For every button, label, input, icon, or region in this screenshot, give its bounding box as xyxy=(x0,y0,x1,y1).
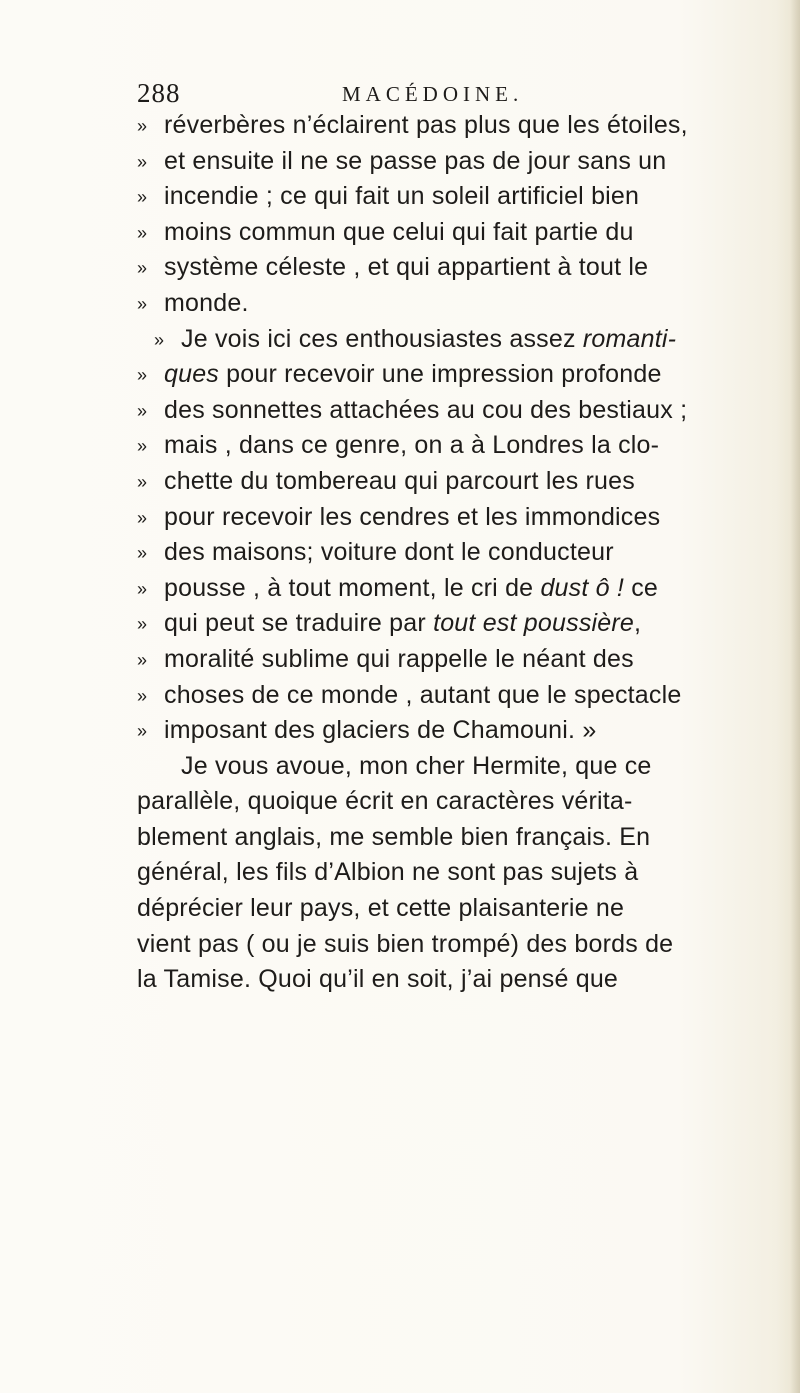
quote-mark: » xyxy=(137,116,148,136)
text-line xyxy=(137,927,745,963)
body-text xyxy=(137,108,745,998)
quote-mark: » xyxy=(137,685,148,706)
line-text: Je vous avoue, mon cher Hermite, que ce xyxy=(181,751,652,780)
quote-mark: » xyxy=(154,329,165,350)
text-line xyxy=(137,286,745,322)
line-text: monde. xyxy=(164,288,249,317)
text-line xyxy=(137,855,745,891)
quote-mark: » xyxy=(137,400,148,421)
line-text: des sonnettes attachées au cou des bestiaux ; xyxy=(164,395,688,424)
text-line xyxy=(137,891,745,927)
quote-mark: » xyxy=(137,578,148,599)
line-text: parallèle, quoique écrit en caractères vérita- xyxy=(137,787,633,816)
quote-mark: » xyxy=(137,222,148,243)
quote-mark: » xyxy=(137,365,148,386)
text-line xyxy=(137,535,745,571)
text-line xyxy=(137,215,745,251)
page-header xyxy=(137,78,737,108)
line-text: réverbères n’éclairent pas plus que les étoiles, xyxy=(164,111,688,139)
quote-mark: » xyxy=(137,187,148,208)
text-line xyxy=(137,784,745,820)
line-text: vient pas ( ou je suis bien trompé) des bords de xyxy=(137,929,674,958)
line-text: incendie ; ce qui fait un soleil artificiel bien xyxy=(164,182,640,211)
text-line xyxy=(137,749,745,785)
line-text: choses de ce monde , autant que le spectacle xyxy=(164,680,682,709)
line-text: ce xyxy=(624,573,658,602)
italic-word: dust ô ! xyxy=(540,573,625,602)
line-text: des maisons; voiture dont le conducteur xyxy=(164,538,614,567)
quote-mark: » xyxy=(137,436,148,457)
text-line xyxy=(137,642,745,678)
text-line xyxy=(137,322,745,358)
text-line xyxy=(137,713,745,749)
line-text: chette du tombereau qui parcourt les rues xyxy=(164,466,635,495)
text-line xyxy=(137,108,745,144)
text-line xyxy=(137,606,745,642)
quote-mark: » xyxy=(137,507,148,528)
line-text: pour recevoir une impression profonde xyxy=(219,360,662,389)
quote-mark: » xyxy=(137,721,148,742)
line-text: général, les fils d’Albion ne sont pas sujets à xyxy=(137,858,639,887)
italic-word: ques xyxy=(164,360,220,389)
text-line xyxy=(137,962,745,998)
line-text: la Tamise. Quoi qu’il en soit, j’ai pensé que xyxy=(137,965,619,994)
line-text: imposant des glaciers de Chamouni. » xyxy=(164,716,597,745)
line-text: système céleste , et qui appartient à tout le xyxy=(164,253,649,282)
quote-mark: » xyxy=(137,471,148,492)
page-edge-shadow xyxy=(790,0,800,1393)
text-line xyxy=(137,393,745,429)
line-text: blement anglais, me semble bien français. En xyxy=(137,822,651,851)
line-text: qui peut se traduire par xyxy=(164,609,434,638)
text-line xyxy=(137,500,745,536)
quote-mark: » xyxy=(137,649,148,670)
quote-mark: » xyxy=(137,614,148,635)
line-text: moins commun que celui qui fait partie du xyxy=(164,217,634,246)
text-line xyxy=(137,357,745,393)
quote-mark: » xyxy=(137,258,148,279)
line-text: et ensuite il ne se passe pas de jour sans un xyxy=(164,146,667,175)
text-line xyxy=(137,678,745,714)
running-head: MACÉDOINE. xyxy=(342,82,524,106)
text-line xyxy=(137,144,745,180)
quote-mark: » xyxy=(137,293,148,314)
line-text: mais , dans ce genre, on a à Londres la clo- xyxy=(164,431,660,460)
text-line xyxy=(137,179,745,215)
text-line xyxy=(137,428,745,464)
text-line xyxy=(137,820,745,856)
quote-mark: » xyxy=(137,543,148,564)
text-line xyxy=(137,571,745,607)
page-number: 288 xyxy=(137,78,181,108)
line-text: déprécier leur pays, et cette plaisanterie ne xyxy=(137,894,625,923)
text-line xyxy=(137,464,745,500)
line-text: pour recevoir les cendres et les immondices xyxy=(164,502,661,531)
line-text: , xyxy=(634,609,642,638)
italic-word: tout est poussière xyxy=(433,609,635,638)
text-line xyxy=(137,250,745,286)
quote-mark: » xyxy=(137,151,148,172)
line-text: Je vois ici ces enthousiastes assez xyxy=(181,324,583,353)
line-text: moralité sublime qui rappelle le néant des xyxy=(164,644,634,673)
line-text: pousse , à tout moment, le cri de xyxy=(164,573,541,602)
italic-word: romanti- xyxy=(582,324,677,353)
